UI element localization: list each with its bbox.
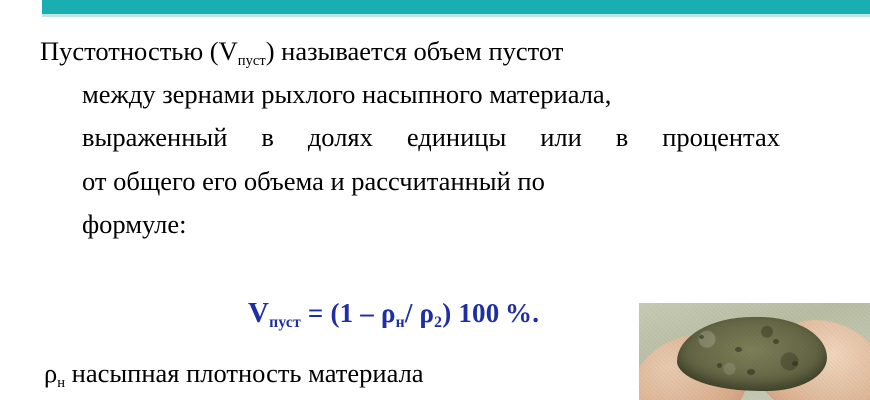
definition-line-1-suffix: ) называется объем пустот [265,36,564,66]
definition-line-3-word-4: единицы [406,122,507,153]
definition-line-4: от общего его объема и рассчитанный по [82,165,545,196]
definition-text-block [40,30,840,246]
v-subscript: пуст [237,52,266,69]
formula-equals-open: = (1 – ρ [307,298,396,328]
photo-grain-overlay [639,303,870,400]
formula-rho-n-subscript: н [395,313,405,331]
definition-line-2: между зернами рыхлого насыпного материала, [82,79,612,110]
rho-description-text: насыпная плотность материала [71,358,424,388]
top-accent-bar [42,0,870,14]
formula-v-subscript: пуст [269,313,301,331]
rho-symbol: ρ [44,358,58,388]
definition-line-5: формуле: [82,208,187,239]
definition-line-3 [40,116,780,159]
definition-line-3-word-7: процентах [662,122,780,153]
rho-subscript: н [57,374,66,391]
definition-line-3-word-1: выраженный [82,122,228,153]
formula-divider: / ρ [404,298,435,328]
definition-line-3-word-3: долях [307,122,373,153]
definition-line-3-word-6: в [615,122,629,153]
definition-line-3-word-5: или [540,122,582,153]
definition-line-3-word-2: в [261,122,274,153]
definition-line-1 [40,30,840,73]
porosity-formula [248,297,539,330]
formula-v-symbol: V [248,297,270,329]
soil-sample-photo [639,303,870,400]
top-accent-bar-shadow [42,14,870,17]
formula-tail: ) 100 %. [442,298,540,328]
formula-rho2-subscript: 2 [434,313,443,331]
rho-n-description [44,358,424,389]
definition-line-1-prefix: Пустотностью (V [40,36,238,66]
